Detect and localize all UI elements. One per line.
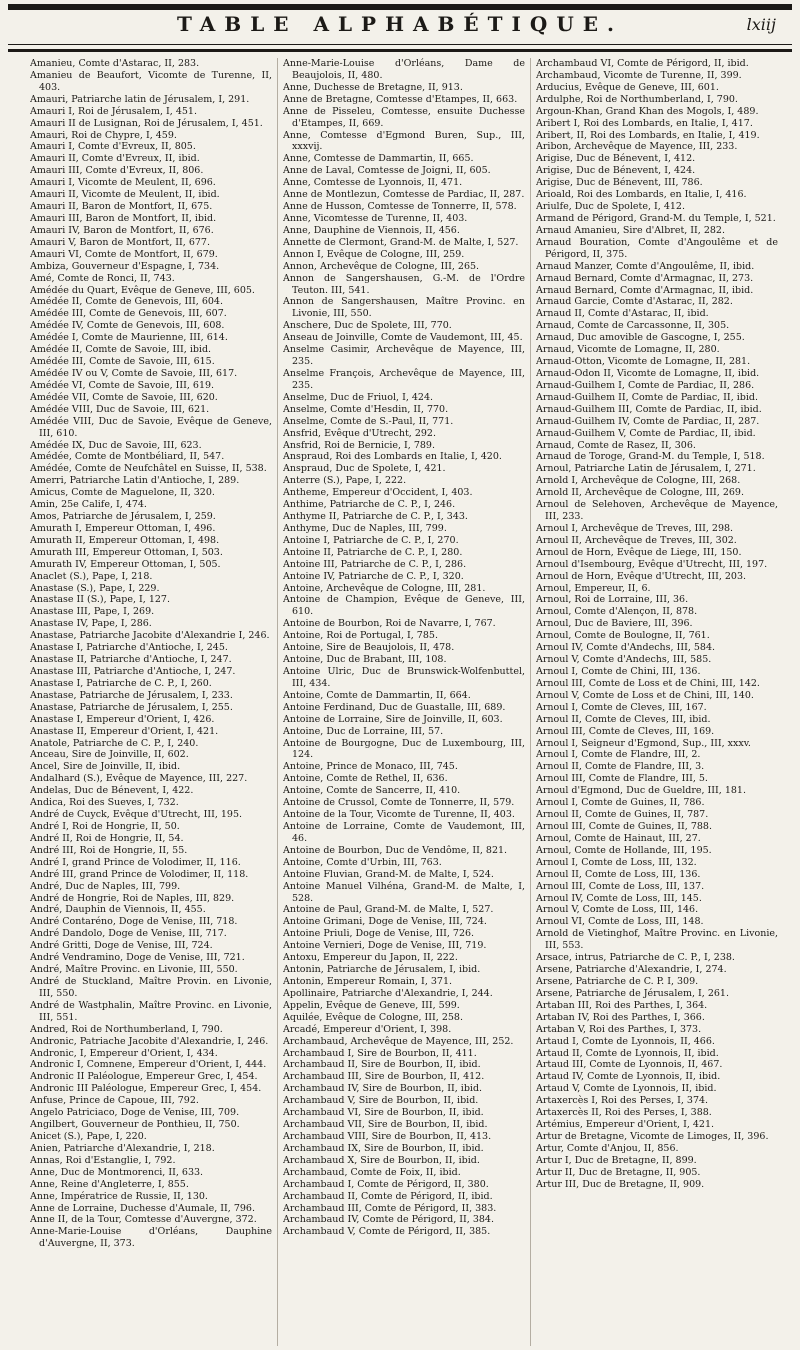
index-entry: Amauri, Patriarche latin de Jérusalem, I, 291. bbox=[30, 93, 250, 105]
index-entry: Amédée III, Comte de Savoie, III, 615. bbox=[30, 356, 215, 368]
index-entry: André de Cuyck, Evêque d'Utrecht, III, 195. bbox=[30, 809, 243, 821]
index-entry: Antoine de Bourbon, Roi de Navarre, I, 767. bbox=[283, 618, 496, 630]
index-entry: Arigise, Duc de Bénevent, I, 412. bbox=[536, 153, 696, 165]
index-entry: Arducius, Evêque de Geneve, III, 601. bbox=[536, 81, 719, 93]
index-entry: Annon, Archevêque de Cologne, III, 265. bbox=[283, 260, 480, 272]
index-column-3 bbox=[536, 58, 778, 1346]
index-entry: André I, grand Prince de Volodimer, II, 116. bbox=[30, 856, 241, 868]
index-entry: Artaxercès I, Roi des Perses, I, 374. bbox=[536, 1095, 709, 1107]
column-divider bbox=[277, 58, 278, 1346]
index-entry: Arigise, Duc de Bénevent, III, 786. bbox=[536, 177, 703, 189]
index-entry: André Gritti, Doge de Venise, III, 724. bbox=[30, 940, 213, 952]
index-entry: Antoine de la Tour, Vicomte de Turenne, II, 403. bbox=[283, 809, 515, 821]
index-entry: Arnoul I, Comte de Guines, II, 786. bbox=[536, 797, 705, 809]
index-entry: Archambaud III, Comte de Périgord, II, 383. bbox=[283, 1202, 497, 1214]
index-entry: Anceau, Sire de Joinville, II, 602. bbox=[30, 749, 189, 761]
index-entry: Anne, Comtesse de Lyonnois, II, 471. bbox=[283, 177, 463, 189]
index-entry: Arnoul I, Seigneur d'Egmond, Sup., III, xxxv. bbox=[536, 737, 751, 749]
index-entry: Arnoul III, Comte de Loss et de Chini, III, 142. bbox=[536, 677, 760, 689]
index-entry: Ariulfe, Duc de Spolete, I, 412. bbox=[536, 201, 685, 213]
index-entry: Arsene, Patriarche d'Alexandrie, I, 274. bbox=[536, 964, 727, 976]
index-entry: Archambaud, Comte de Foix, II, ibid. bbox=[283, 1166, 461, 1178]
index-entry: Amédée IV, Comte de Genevois, III, 608. bbox=[30, 320, 225, 332]
index-entry: Arnaud, Comte de Rasez, II, 306. bbox=[536, 439, 696, 451]
index-entry: Amauri II de Lusignan, Roi de Jérusalem, I, 451. bbox=[30, 117, 263, 129]
index-entry: Artur de Bretagne, Vicomte de Limoges, II, 396. bbox=[536, 1130, 769, 1142]
index-entry: Arnold II, Archevêque de Cologne, III, 269. bbox=[536, 487, 744, 499]
index-entry: Antoine, Duc de Brabant, III, 108. bbox=[283, 654, 447, 666]
index-entry: Arnoul de Selehoven, Archevêque de Mayence, III, 233. bbox=[536, 499, 778, 523]
index-entry: Arnoul II, Comte de Guines, II, 787. bbox=[536, 809, 709, 821]
index-entry: Arnaud, Vicomte de Lomagne, II, 280. bbox=[536, 344, 720, 356]
index-entry: Amauri VI, Comte de Montfort, II, 679. bbox=[30, 248, 218, 260]
index-entry: Anne-Marie-Louise d'Orléans, Dauphine d'Auvergne, II, 373. bbox=[30, 1226, 272, 1250]
index-entry: Amédée IX, Duc de Savoie, III, 623. bbox=[30, 439, 202, 451]
index-entry: Anatole, Patriarche de C. P., I, 240. bbox=[30, 737, 199, 749]
index-entry: Antoine Grimani, Doge de Venise, III, 724. bbox=[283, 916, 487, 928]
index-entry: Arnaud-Guilhem V, Comte de Pardiac, II, ibid. bbox=[536, 427, 756, 439]
index-entry: Arnoul, Patriarche Latin de Jérusalem, I, 271. bbox=[536, 463, 756, 475]
index-entry: Amédée II, Comte de Savoie, III, ibid. bbox=[30, 344, 212, 356]
index-entry: Antoine de Lorraine, Comte de Vaudemont, III, 46. bbox=[283, 821, 525, 844]
index-entry: Arnold I, Archevêque de Cologne, III, 268. bbox=[536, 475, 741, 487]
index-entry: Amédée du Quart, Evêque de Geneve, III, 605. bbox=[30, 284, 255, 296]
index-entry: Antoine, Comte d'Urbin, III, 763. bbox=[283, 856, 442, 868]
index-entry: Anselme, Comte d'Hesdin, II, 770. bbox=[283, 403, 449, 415]
index-entry: Arnaud-Guilhem I, Comte de Pardiac, II, 286. bbox=[536, 379, 755, 391]
index-entry: Archambaud V, Sire de Bourbon, II, ibid. bbox=[283, 1095, 479, 1107]
index-entry: Anastase II (S.), Pape, I, 127. bbox=[30, 594, 170, 606]
index-entry: Anastase I, Patriarche de C. P., I, 260. bbox=[30, 677, 212, 689]
index-entry: Annas, Roi d'Estanglie, I, 792. bbox=[30, 1154, 176, 1166]
index-entry: Anselme, Comte de S.-Paul, II, 771. bbox=[283, 415, 454, 427]
index-entry: Archambaud I, Sire de Bourbon, II, 411. bbox=[283, 1047, 477, 1059]
index-entry: Anne, Dauphine de Viennois, II, 456. bbox=[283, 224, 460, 236]
index-entry: Antoine Ulric, Duc de Brunswick-Wolfenbuttel, III, 434. bbox=[283, 666, 525, 689]
index-entry: Anastase II, Empereur d'Orient, I, 421. bbox=[30, 725, 219, 737]
index-entry: Antoine, Prince de Monaco, III, 745. bbox=[283, 761, 458, 773]
index-entry: Artur I, Duc de Bretagne, II, 899. bbox=[536, 1154, 697, 1166]
index-entry: Amurath II, Empereur Ottoman, I, 498. bbox=[30, 534, 220, 546]
index-entry: Amauri, Roi de Chypre, I, 459. bbox=[30, 129, 177, 141]
index-entry: Anne, Comtesse de Dammartin, II, 665. bbox=[283, 153, 474, 165]
index-entry: Arnoul, Roi de Lorraine, III, 36. bbox=[536, 594, 689, 606]
index-entry: Anicet (S.), Pape, I, 220. bbox=[30, 1130, 147, 1142]
index-entry: Arnaud Bernard, Comte d'Armagnac, II, 273. bbox=[536, 272, 754, 284]
index-entry: Argoun-Khan, Grand Khan des Mogols, I, 489. bbox=[536, 105, 759, 117]
index-entry: André III, Roi de Hongrie, II, 55. bbox=[30, 844, 188, 856]
index-entry: Anne de Pisseleu, Comtesse, ensuite Duchesse d'Etampes, II, 669. bbox=[283, 105, 525, 129]
index-entry: Artur III, Duc de Bretagne, II, 909. bbox=[536, 1178, 705, 1190]
index-entry: Arnoul I, Comte de Cleves, III, 167. bbox=[536, 701, 707, 713]
index-entry: Aribon, Archevêque de Mayence, III, 233. bbox=[536, 141, 738, 153]
index-entry: Andronic, I, Empereur d'Orient, I, 434. bbox=[30, 1047, 218, 1059]
index-entry: Anne, Duchesse de Bretagne, II, 913. bbox=[283, 81, 463, 93]
index-entry: Anne-Marie-Louise d'Orléans, Dame de Beaujolois, II, 480. bbox=[283, 58, 525, 81]
index-entry: Amauri I, Comte d'Evreux, II, 805. bbox=[30, 141, 196, 153]
index-entry: Arnoul V, Comte d'Andechs, III, 585. bbox=[536, 654, 712, 666]
index-entry: Amurath IV, Empereur Ottoman, I, 505. bbox=[30, 558, 221, 570]
index-entry: Archambaud I, Comte de Périgord, II, 380. bbox=[283, 1178, 489, 1190]
index-entry: Andalhard (S.), Evêque de Mayence, III, 227. bbox=[30, 773, 248, 785]
index-entry: Amauri I, Vicomte de Meulent, II, 696. bbox=[30, 177, 216, 189]
index-entry: Anne, Duc de Montmorenci, II, 633. bbox=[30, 1166, 204, 1178]
index-entry: Arnoul II, Comte de Flandre, III, 3. bbox=[536, 761, 705, 773]
index-entry: André, Duc de Naples, III, 799. bbox=[30, 880, 181, 892]
index-entry: Artaud II, Comte de Lyonnois, II, ibid. bbox=[536, 1047, 719, 1059]
index-entry: Amauri V, Baron de Montfort, II, 677. bbox=[30, 236, 210, 248]
index-entry: Andronic I, Comnene, Empereur d'Orient, I, 444. bbox=[30, 1059, 267, 1071]
index-entry: Arnaud de Toroge, Grand-M. du Temple, I, 518. bbox=[536, 451, 765, 463]
index-entry: Appelin, Evêque de Geneve, III, 599. bbox=[283, 999, 460, 1011]
index-entry: Anterre (S.), Pape, I, 222. bbox=[283, 475, 407, 487]
index-entry: Antonin, Patriarche de Jérusalem, I, ibid. bbox=[283, 964, 481, 976]
index-entry: Anne de Bretagne, Comtesse d'Etampes, II, 663. bbox=[283, 93, 518, 105]
index-entry: Anne II, de la Tour, Comtesse d'Auvergne, 372. bbox=[30, 1214, 257, 1226]
index-entry: Antoine de Crussol, Comte de Tonnerre, II, 579. bbox=[283, 797, 515, 809]
index-entry: Arnaud-Odon II, Vicomte de Lomagne, II, ibid. bbox=[536, 367, 760, 379]
index-entry: Arnoul III, Comte de Cleves, III, 169. bbox=[536, 725, 715, 737]
index-entry: Andelas, Duc de Bénevent, I, 422. bbox=[30, 785, 194, 797]
index-entry: Anastase IV, Pape, I, 286. bbox=[30, 618, 152, 630]
index-entry: Amurath III, Empereur Ottoman, I, 503. bbox=[30, 546, 223, 558]
header-title: TABLE ALPHABÉTIQUE. bbox=[177, 12, 623, 36]
index-entry: Arnoul I, Archevêque de Treves, III, 298. bbox=[536, 522, 734, 534]
index-entry: Ansfrid, Evêque d'Utrecht, 292. bbox=[283, 427, 436, 439]
index-entry: Arnold de Vietinghof, Maître Provinc. en Livonie, III, 553. bbox=[536, 928, 778, 952]
index-entry: Archambaud VII, Sire de Bourbon, II, ibid. bbox=[283, 1119, 488, 1131]
index-entry: Amédée VIII, Duc de Savoie, III, 621. bbox=[30, 403, 210, 415]
index-entry: Arnoul de Horn, Evêque de Liege, III, 150. bbox=[536, 546, 742, 558]
index-entry: Archambaud II, Sire de Bourbon, II, ibid. bbox=[283, 1059, 481, 1071]
page-number: lxiij bbox=[746, 15, 776, 34]
index-entry: Amédée VI, Comte de Savoie, III, 619. bbox=[30, 379, 215, 391]
index-entry: Anien, Patriarche d'Alexandrie, I, 218. bbox=[30, 1142, 215, 1154]
index-entry: Amauri I, Roi de Jérusalem, I, 451. bbox=[30, 105, 197, 117]
index-entry: Anselme Casimir, Archevêque de Mayence, III, 235. bbox=[283, 344, 525, 368]
index-entry: André Dandolo, Doge de Venise, III, 717. bbox=[30, 928, 227, 940]
index-entry: André I, Roi de Hongrie, II, 50. bbox=[30, 821, 180, 832]
index-entry: Antoine de Paul, Grand-M. de Malte, I, 527. bbox=[283, 904, 494, 916]
index-entry: Arnoul IV, Comte de Loss, III, 145. bbox=[536, 892, 702, 904]
index-entry: Arnoul I, Comte de Chini, III, 136. bbox=[536, 666, 701, 678]
index-entry: Archambaud III, Sire de Bourbon, II, 412. bbox=[283, 1071, 485, 1083]
index-entry: Archambaud VIII, Sire de Bourbon, II, 413. bbox=[283, 1130, 492, 1142]
index-entry: Amauri IV, Baron de Montfort, II, 676. bbox=[30, 224, 214, 236]
index-entry: Anseau de Joinville, Comte de Vaudemont, III, 45. bbox=[283, 332, 523, 344]
index-entry: Annon de Sangershausen, Maître Provinc. en Livonie, III, 550. bbox=[283, 296, 525, 320]
index-entry: Arnaud Garcie, Comte d'Astarac, II, 282. bbox=[536, 296, 733, 308]
index-entry: Arsene, Patriarche de Jérusalem, I, 261. bbox=[536, 987, 729, 999]
index-entry: Arnoul II, Comte de Cleves, III, ibid. bbox=[536, 713, 711, 725]
index-entry: Amédée III, Comte de Genevois, III, 607. bbox=[30, 308, 227, 320]
index-entry: Aribert, II, Roi des Lombards, en Italie, I, 419. bbox=[536, 129, 760, 141]
index-entry: Arnoul I, Comte de Loss, III, 132. bbox=[536, 856, 697, 868]
index-entry: Arnoul I, Comte de Flandre, III, 2. bbox=[536, 749, 701, 761]
index-entry: Anthyme II, Patriarche de C. P., I, 343. bbox=[283, 511, 468, 523]
index-entry: Arnoul, Comte de Hainaut, III, 27. bbox=[536, 832, 701, 844]
index-entry: Artaud IV, Comte de Lyonnois, II, ibid. bbox=[536, 1071, 721, 1083]
index-entry: Anastase III, Patriarche d'Antioche, I, 247. bbox=[30, 666, 236, 678]
header-rule-lower bbox=[8, 49, 792, 52]
index-entry: Antoine Fluvian, Grand-M. de Malte, I, 524. bbox=[283, 868, 494, 880]
index-entry: Antoine de Champion, Evêque de Geneve, III, 610. bbox=[283, 594, 525, 618]
index-entry: Artaud III, Comte de Lyonnois, II, 467. bbox=[536, 1059, 723, 1071]
index-entry: Antoine, Comte de Sancerre, II, 410. bbox=[283, 785, 461, 797]
index-entry: Anastase I, Empereur d'Orient, I, 426. bbox=[30, 713, 215, 725]
index-entry: Archambaud IV, Comte de Périgord, II, 384. bbox=[283, 1214, 494, 1226]
index-entry: Anselme François, Archevêque de Mayence, III, 235. bbox=[283, 367, 525, 391]
index-entry: Amos, Patriarche de Jérusalem, I, 259. bbox=[30, 511, 216, 523]
index-entry: Antonin, Empereur Romain, I, 371. bbox=[283, 975, 453, 987]
index-entry: Arnoul d'Egmond, Duc de Gueldre, III, 181. bbox=[536, 785, 746, 797]
index-entry: Amédée IV ou V, Comte de Savoie, III, 617. bbox=[30, 367, 238, 379]
index-entry: Angelo Patriciaco, Doge de Venise, III, 709. bbox=[30, 1107, 240, 1119]
index-entry: Arnoul III, Comte de Loss, III, 137. bbox=[536, 880, 705, 892]
index-entry: Amauri II, Vicomte de Meulent, II, ibid. bbox=[30, 189, 220, 201]
index-entry: Anne de Lorraine, Duchesse d'Aumale, II, 796. bbox=[30, 1202, 255, 1214]
index-entry: Arnoul II, Comte de Loss, III, 136. bbox=[536, 868, 701, 880]
index-entry: Amédée II, Comte de Genevois, III, 604. bbox=[30, 296, 224, 308]
index-entry: Apollinaire, Patriarche d'Alexandrie, I, 244. bbox=[283, 987, 493, 999]
index-entry: Arnoul, Comte d'Alençon, II, 878. bbox=[536, 606, 698, 618]
index-entry: Arnoul, Comte de Hollande, III, 195. bbox=[536, 844, 712, 856]
index-entry: Anastase, Patriarche de Jérusalem, I, 233. bbox=[30, 689, 233, 701]
index-entry: Amin, 25e Calife, I, 474. bbox=[30, 499, 147, 511]
index-entry: Anspraud, Roi des Lombards en Italie, I, 420. bbox=[283, 451, 502, 463]
index-entry: Antoine, Duc de Lorraine, III, 57. bbox=[283, 725, 444, 737]
index-entry: André II, Roi de Hongrie, II, 54. bbox=[30, 832, 184, 844]
index-entry: Arnaud-Guilhem IV, Comte de Pardiac, II, 287. bbox=[536, 415, 760, 427]
index-entry: André de Hongrie, Roi de Naples, III, 829. bbox=[30, 892, 235, 904]
index-entry: André de Stuckland, Maître Provin. en Livonie, III, 550. bbox=[30, 975, 272, 999]
index-entry: Antoine I, Patriarche de C. P., I, 270. bbox=[283, 534, 459, 546]
index-column-1 bbox=[30, 58, 272, 1346]
index-entry: Andronic II Paléologue, Empereur Grec, I, 454. bbox=[30, 1071, 258, 1083]
index-entry: Arnoul, Empereur, II, 6. bbox=[536, 582, 651, 594]
header-rule-upper bbox=[8, 44, 792, 45]
index-entry: Annon de Sangershausen, G.-M. de l'Ordre Teuton. III, 541. bbox=[283, 272, 525, 296]
index-entry: Archambaud IV, Sire de Bourbon, II, ibid. bbox=[283, 1083, 483, 1095]
index-entry: Artaud V, Comte de Lyonnois, II, ibid. bbox=[536, 1083, 717, 1095]
index-entry: Antoine IV, Patriarche de C. P., I, 320. bbox=[283, 570, 464, 582]
index-entry: Antoine de Lorraine, Sire de Joinville, II, 603. bbox=[283, 713, 503, 725]
index-entry: Artaud I, Comte de Lyonnois, II, 466. bbox=[536, 1035, 715, 1047]
index-entry: Anthime, Patriarche de C. P., I, 246. bbox=[283, 499, 456, 511]
index-entry: André, Dauphin de Viennois, II, 455. bbox=[30, 904, 206, 916]
index-entry: Annon I, Evêque de Cologne, III, 259. bbox=[283, 248, 465, 260]
index-entry: Andred, Roi de Northumberland, I, 790. bbox=[30, 1023, 223, 1035]
index-entry: Anastase II, Patriarche d'Antioche, I, 247. bbox=[30, 654, 232, 666]
index-entry: Archambaud X, Sire de Bourbon, II, ibid. bbox=[283, 1154, 480, 1166]
index-entry: Antoine, Archevêque de Cologne, III, 281. bbox=[283, 582, 486, 594]
index-entry: Amauri II, Comte d'Evreux, II, ibid. bbox=[30, 153, 200, 165]
index-entry: Amédée VIII, Duc de Savoie, Evêque de Geneve, III, 610. bbox=[30, 415, 272, 439]
index-entry: Arigise, Duc de Bénevent, I, 424. bbox=[536, 165, 696, 177]
index-entry: Arnoul IV, Comte d'Andechs, III, 584. bbox=[536, 642, 716, 654]
index-entry: Anne, Reine d'Angleterre, I, 855. bbox=[30, 1178, 189, 1190]
index-entry: Artaban IV, Roi des Parthes, I, 366. bbox=[536, 1011, 705, 1023]
index-entry: Artur, Comte d'Anjou, II, 856. bbox=[536, 1142, 679, 1154]
index-entry: Arnoul, Duc de Baviere, III, 396. bbox=[536, 618, 693, 630]
index-entry: Amauri III, Comte d'Evreux, II, 806. bbox=[30, 165, 204, 177]
index-entry: Angilbert, Gouverneur de Ponthieu, II, 750. bbox=[30, 1119, 240, 1131]
index-entry: Archambaud, Archevêque de Mayence, III, 252. bbox=[283, 1035, 514, 1047]
index-entry: Amédée VII, Comte de Savoie, III, 620. bbox=[30, 391, 218, 403]
index-entry: Amé, Comte de Ronci, II, 743. bbox=[30, 272, 175, 284]
header-top-rule bbox=[8, 4, 792, 10]
index-entry: Artaban V, Roi des Parthes, I, 373. bbox=[536, 1023, 702, 1035]
index-entry: Arnaud Amanieu, Sire d'Albret, II, 282. bbox=[536, 224, 725, 236]
index-entry: Anastase III, Pape, I, 269. bbox=[30, 606, 155, 618]
index-entry: Anne de Laval, Comtesse de Joigni, II, 605. bbox=[283, 165, 491, 177]
index-entry: Anastase I, Patriarche d'Antioche, I, 245. bbox=[30, 642, 228, 654]
index-entry: Antoine Ferdinand, Duc de Guastalle, III, 689. bbox=[283, 701, 506, 713]
index-entry: Arnaud Bouration, Comte d'Angoulême et de Périgord, II, 375. bbox=[536, 236, 778, 260]
index-entry: Arnaud-Guilhem II, Comte de Pardiac, II, ibid. bbox=[536, 391, 758, 403]
index-entry: André, Maître Provinc. en Livonie, III, 550. bbox=[30, 964, 238, 976]
index-entry: Arnaud, Comte de Carcassonne, II, 305. bbox=[536, 320, 730, 332]
index-entry: Arsene, Patriarche de C. P. I, 309. bbox=[536, 975, 699, 987]
index-entry: Antoine, Roi de Portugal, I, 785. bbox=[283, 630, 438, 642]
index-entry: Annette de Clermont, Grand-M. de Malte, I, 527. bbox=[283, 236, 519, 248]
index-entry: Artur II, Duc de Bretagne, II, 905. bbox=[536, 1166, 701, 1178]
index-entry: Antoxu, Empereur du Japon, II, 222. bbox=[283, 952, 458, 964]
index-entry: Antoine II, Patriarche de C. P., I, 280. bbox=[283, 546, 463, 558]
index-entry: Aribert I, Roi des Lombards, en Italie, I, 417. bbox=[536, 117, 753, 129]
index-entry: Ambiza, Gouverneur d'Espagne, I, 734. bbox=[30, 260, 220, 272]
index-entry: Antoine, Sire de Beaujolois, II, 478. bbox=[283, 642, 455, 654]
index-entry: Artaxercès II, Roi des Perses, I, 388. bbox=[536, 1107, 712, 1119]
index-entry: Anastase, Patriarche de Jérusalem, I, 255. bbox=[30, 701, 233, 713]
index-entry: Amauri II, Baron de Montfort, II, 675. bbox=[30, 201, 213, 213]
index-entry: Arnoul III, Comte de Guines, II, 788. bbox=[536, 821, 712, 832]
index-entry: Anthyme, Duc de Naples, III, 799. bbox=[283, 522, 447, 534]
index-entry: Archambaud II, Comte de Périgord, II, ibid. bbox=[283, 1190, 493, 1202]
index-entry: Amurath I, Empereur Ottoman, I, 496. bbox=[30, 522, 216, 534]
index-entry: Anfuse, Prince de Capoue, III, 792. bbox=[30, 1095, 199, 1107]
index-entry: Amanieu, Comte d'Astarac, II, 283. bbox=[30, 58, 200, 69]
index-entry: Antoine de Bourgogne, Duc de Luxembourg, III, 124. bbox=[283, 737, 525, 761]
index-entry: Andica, Roi des Sueves, I, 732. bbox=[30, 797, 179, 809]
column-divider bbox=[530, 58, 531, 1346]
index-entry: Anne, Comtesse d'Egmond Buren, Sup., III, xxxvij. bbox=[283, 129, 525, 153]
index-entry: Archambaud VI, Sire de Bourbon, II, ibid. bbox=[283, 1107, 484, 1119]
index-entry: Arnaud Manzer, Comte d'Angoulême, II, ibid. bbox=[536, 260, 755, 272]
index-entry: Amanieu de Beaufort, Vicomte de Turenne, II, 403. bbox=[30, 69, 272, 93]
index-entry: Arioald, Roi des Lombards, en Italie, I, 416. bbox=[536, 189, 747, 201]
index-entry: Antoine Priuli, Doge de Venise, III, 726. bbox=[283, 928, 475, 940]
index-entry: Arnoul V, Comte de Loss, III, 146. bbox=[536, 904, 699, 916]
index-entry: Arnoul III, Comte de Flandre, III, 5. bbox=[536, 773, 708, 785]
index-entry: Anne de Montlezun, Comtesse de Pardiac, II, 287. bbox=[283, 189, 525, 201]
index-entry: Archambaud, Vicomte de Turenne, II, 399. bbox=[536, 69, 742, 81]
index-entry: Antheme, Empereur d'Occident, I, 403. bbox=[283, 487, 473, 499]
index-entry: Amédée, Comte de Montbéliard, II, 547. bbox=[30, 451, 225, 463]
index-entry: André III, grand Prince de Volodimer, II, 118. bbox=[30, 868, 249, 880]
index-entry: Archambaud VI, Comte de Périgord, II, ibid. bbox=[536, 58, 749, 69]
index-entry: Armand de Périgord, Grand-M. du Temple, I, 521. bbox=[536, 212, 776, 224]
index-entry: Archambaud V, Comte de Périgord, II, 385. bbox=[283, 1226, 491, 1238]
index-entry: Aquilée, Evêque de Cologne, III, 258. bbox=[283, 1011, 463, 1023]
index-entry: Arnoul, Comte de Boulogne, II, 761. bbox=[536, 630, 710, 642]
index-entry: Arnoul d'Isembourg, Evêque d'Utrecht, III, 197. bbox=[536, 558, 768, 570]
index-entry: André Vendramino, Doge de Venise, III, 721. bbox=[30, 952, 245, 964]
index-entry: Arnaud, Duc amovible de Gascogne, I, 255. bbox=[536, 332, 745, 344]
index-entry: Archambaud IX, Sire de Bourbon, II, ibid. bbox=[283, 1142, 484, 1154]
index-entry: Amicus, Comte de Maguelone, II, 320. bbox=[30, 487, 215, 499]
index-entry: Arnaud Bernard, Comte d'Armagnac, II, ibid. bbox=[536, 284, 754, 296]
index-entry: Anspraud, Duc de Spolete, I, 421. bbox=[283, 463, 446, 475]
index-entry: Amédée I, Comte de Maurienne, III, 614. bbox=[30, 332, 228, 344]
index-entry: Andronic, Patriache Jacobite d'Alexandrie, I, 246. bbox=[30, 1035, 269, 1047]
index-entry: Antoine, Comte de Dammartin, II, 664. bbox=[283, 689, 471, 701]
index-entry: Ancel, Sire de Joinville, II, ibid. bbox=[30, 761, 181, 773]
index-entry: André Contaréno, Doge de Venise, III, 718. bbox=[30, 916, 238, 928]
index-entry: Amédée, Comte de Neufchâtel en Suisse, II, 538. bbox=[30, 463, 267, 475]
index-entry: Arcadé, Empereur d'Orient, I, 398. bbox=[283, 1023, 452, 1035]
index-entry: Amauri III, Baron de Montfort, II, ibid. bbox=[30, 212, 217, 224]
index-entry: Arnoul V, Comte de Loss et de Chini, III, 140. bbox=[536, 689, 754, 701]
index-entry: Amerri, Patriarche Latin d'Antioche, I, 289. bbox=[30, 475, 240, 487]
index-entry: Antoine III, Patriarche de C. P., I, 286. bbox=[283, 558, 467, 570]
index-entry: Arnaud II, Comte d'Astarac, II, ibid. bbox=[536, 308, 709, 320]
index-entry: Anselme, Duc de Friuol, I, 424. bbox=[283, 391, 434, 403]
index-entry: Ansfrid, Roi de Bernicie, I, 789. bbox=[283, 439, 435, 451]
index-entry: Arnoul II, Archevêque de Treves, III, 302. bbox=[536, 534, 737, 546]
index-entry: Ardulphe, Roi de Northumberland, I, 790. bbox=[536, 93, 738, 105]
index-entry: Anastase, Patriarche Jacobite d'Alexandrie I, 246. bbox=[30, 630, 270, 642]
index-entry: Antoine de Bourbon, Duc de Vendôme, II, 821. bbox=[283, 844, 508, 856]
index-entry: André de Wastphalin, Maître Provinc. en Livonie, III, 551. bbox=[30, 999, 272, 1023]
index-entry: Anne, Vicomtesse de Turenne, II, 403. bbox=[283, 212, 468, 224]
index-entry: Antoine Manuel Vilhéna, Grand-M. de Malte, I, 528. bbox=[283, 880, 525, 904]
index-entry: Andronic III Paléologue, Empereur Grec, I, 454. bbox=[30, 1083, 262, 1095]
index-entry: Anaclet (S.), Pape, I, 218. bbox=[30, 570, 153, 582]
index-column-2 bbox=[283, 58, 525, 1346]
index-entry: Arnoul VI, Comte de Loss, III, 148. bbox=[536, 916, 704, 928]
index-entry: Anne de Husson, Comtesse de Tonnerre, II, 578. bbox=[283, 201, 517, 213]
index-entry: Antoine Vernieri, Doge de Venise, III, 719. bbox=[283, 940, 487, 952]
index-entry: Arnoul de Horn, Evêque d'Utrecht, III, 203. bbox=[536, 570, 747, 582]
index-entry: Artaban III, Roi des Parthes, I, 364. bbox=[536, 999, 708, 1011]
index-entry: Anschere, Duc de Spolete, III, 770. bbox=[283, 320, 452, 332]
index-entry: Antoine, Comte de Rethel, II, 636. bbox=[283, 773, 448, 785]
index-entry: Anastase (S.), Pape, I, 229. bbox=[30, 582, 160, 594]
index-entry: Anne, Impératrice de Russie, II, 130. bbox=[30, 1190, 208, 1202]
index-entry: Arsace, intrus, Patriarche de C. P., I, 238. bbox=[536, 952, 735, 964]
index-entry: Arnaud-Guilhem III, Comte de Pardiac, II, ibid. bbox=[536, 403, 762, 415]
index-entry: Arnaud-Otton, Vicomte de Lomagne, II, 281. bbox=[536, 356, 751, 368]
index-entry: Artémius, Empereur d'Orient, I, 421. bbox=[536, 1119, 715, 1131]
